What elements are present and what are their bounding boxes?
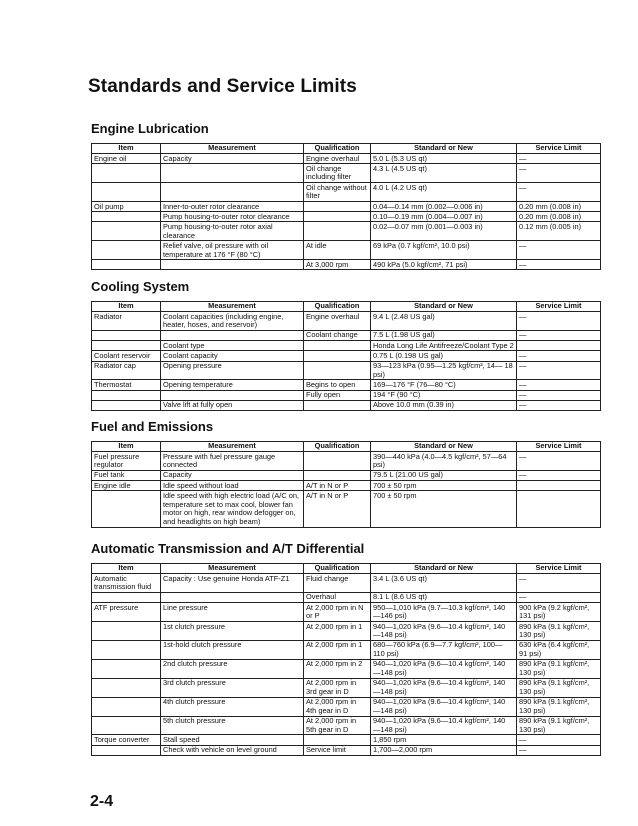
service-limit-cell — [517, 491, 601, 527]
service-limit-cell: — — [517, 735, 601, 745]
fuel-emissions-table — [91, 441, 601, 528]
measurement-cell: 1st clutch pressure — [161, 622, 304, 641]
table-row — [92, 400, 601, 410]
service-limit-cell: 0.20 mm (0.008 in) — [517, 212, 601, 222]
qualification-cell: At 2,000 rpm in 4th gear in D — [304, 697, 371, 716]
service-limit-cell: — — [517, 330, 601, 340]
standard-cell: 0.02—0.07 mm (0.001—0.003 in) — [371, 222, 517, 241]
standard-cell: 700 ± 50 rpm — [371, 481, 517, 491]
table-row — [92, 481, 601, 491]
qualification-cell — [304, 470, 371, 480]
qualification-cell: Overhaul — [304, 592, 371, 602]
standard-cell: 950—1,010 kPa (9.7—10.3 kgf/cm², 140 —146 psi) — [371, 603, 517, 622]
service-limit-cell: — — [517, 164, 601, 183]
table-row — [92, 574, 601, 593]
item-cell: Thermostat — [92, 380, 161, 390]
standard-cell: 700 ± 50 rpm — [371, 491, 517, 527]
service-limit-cell: — — [517, 154, 601, 164]
measurement-cell: 5th clutch pressure — [161, 716, 304, 735]
header-standard: Standard or New — [371, 564, 517, 574]
service-limit-cell: — — [517, 452, 601, 471]
measurement-cell: Opening temperature — [161, 380, 304, 390]
item-cell: Fuel tank — [92, 470, 161, 480]
measurement-cell: 4th clutch pressure — [161, 697, 304, 716]
table-header-row — [92, 442, 601, 452]
standard-cell: 940—1,020 kPa (9.6—10.4 kgf/cm², 140 —148 psi) — [371, 697, 517, 716]
standard-cell: 7.5 L (1.98 US gal) — [371, 330, 517, 340]
item-cell: Radiator cap — [92, 361, 161, 380]
service-limit-cell: — — [517, 183, 601, 202]
header-service-limit: Service Limit — [517, 144, 601, 154]
header-item: Item — [92, 564, 161, 574]
standard-cell: 940—1,020 kPa (9.6—10.4 kgf/cm², 140 —148 psi) — [371, 678, 517, 697]
standard-cell: 1,850 rpm — [371, 735, 517, 745]
standard-cell: 1,700—2,000 rpm — [371, 745, 517, 755]
table-row — [92, 361, 601, 380]
item-cell: ATF pressure — [92, 603, 161, 622]
qualification-cell: Service limit — [304, 745, 371, 755]
table-header-row — [92, 564, 601, 574]
service-limit-cell: 0.20 mm (0.008 in) — [517, 202, 601, 212]
header-qualification: Qualification — [304, 564, 371, 574]
qualification-cell: At idle — [304, 241, 371, 260]
measurement-cell: Capacity — [161, 470, 304, 480]
measurement-cell: Coolant type — [161, 341, 304, 351]
section-title-fuel-emissions: Fuel and Emissions — [91, 419, 214, 434]
qualification-cell — [304, 452, 371, 471]
table-row — [92, 491, 601, 527]
item-cell — [92, 390, 161, 400]
header-item: Item — [92, 144, 161, 154]
qualification-cell: Oil change without filter — [304, 183, 371, 202]
table-row — [92, 164, 601, 183]
table-row — [92, 212, 601, 222]
qualification-cell: Oil change including filter — [304, 164, 371, 183]
table-row — [92, 735, 601, 745]
table-row — [92, 678, 601, 697]
qualification-cell: A/T in N or P — [304, 481, 371, 491]
item-cell — [92, 716, 161, 735]
table-row — [92, 470, 601, 480]
qualification-cell: At 2,000 rpm in 2 — [304, 659, 371, 678]
automatic-transmission-table — [91, 563, 601, 756]
item-cell — [92, 640, 161, 659]
measurement-cell: 1st-hold clutch pressure — [161, 640, 304, 659]
standard-cell: 0.04—0.14 mm (0.002—0.006 in) — [371, 202, 517, 212]
measurement-cell: Idle speed without load — [161, 481, 304, 491]
measurement-cell: Opening pressure — [161, 361, 304, 380]
measurement-cell: Line pressure — [161, 603, 304, 622]
section-title-engine-lubrication: Engine Lubrication — [91, 121, 209, 136]
table-row — [92, 222, 601, 241]
item-cell — [92, 241, 161, 260]
table-row — [92, 260, 601, 270]
item-cell: Coolant reservoir — [92, 351, 161, 361]
table-row — [92, 697, 601, 716]
table-row — [92, 330, 601, 340]
item-cell — [92, 622, 161, 641]
standard-cell: 5.0 L (5.3 US qt) — [371, 154, 517, 164]
standard-cell: 169—176 °F (76—80 °C) — [371, 380, 517, 390]
table-row — [92, 312, 601, 331]
service-limit-cell: 890 kPa (9.1 kgf/cm², 130 psi) — [517, 678, 601, 697]
section-title-cooling-system: Cooling System — [91, 279, 190, 294]
header-qualification: Qualification — [304, 302, 371, 312]
item-cell: Torque converter — [92, 735, 161, 745]
item-cell: Fuel pressure regulator — [92, 452, 161, 471]
measurement-cell: Capacity — [161, 154, 304, 164]
standard-cell: 194 °F (90 °C) — [371, 390, 517, 400]
table-row — [92, 592, 601, 602]
table-row — [92, 745, 601, 755]
table-row — [92, 659, 601, 678]
standard-cell: 940—1,020 kPa (9.6—10.4 kgf/cm², 140 —148 psi) — [371, 659, 517, 678]
qualification-cell — [304, 222, 371, 241]
table-row — [92, 452, 601, 471]
measurement-cell: Pressure with fuel pressure gauge connected — [161, 452, 304, 471]
qualification-cell: At 2,000 rpm in 1 — [304, 640, 371, 659]
table-row — [92, 183, 601, 202]
header-service-limit: Service Limit — [517, 302, 601, 312]
measurement-cell: Stall speed — [161, 735, 304, 745]
item-cell — [92, 697, 161, 716]
measurement-cell: Capacity : Use genuine Honda ATF-Z1 — [161, 574, 304, 593]
table-row — [92, 603, 601, 622]
measurement-cell: Pump housing-to-outer rotor axial clearance — [161, 222, 304, 241]
table-row — [92, 622, 601, 641]
qualification-cell — [304, 400, 371, 410]
standard-cell: 79.5 L (21.00 US gal) — [371, 470, 517, 480]
standard-cell: Honda Long Life Antifreeze/Coolant Type 2 — [371, 341, 517, 351]
qualification-cell — [304, 361, 371, 380]
item-cell — [92, 491, 161, 527]
measurement-cell — [161, 592, 304, 602]
service-limit-cell — [517, 481, 601, 491]
service-limit-cell: 900 kPa (9.2 kgf/cm², 131 psi) — [517, 603, 601, 622]
table-row — [92, 640, 601, 659]
service-limit-cell: — — [517, 592, 601, 602]
service-limit-cell: — — [517, 260, 601, 270]
item-cell — [92, 659, 161, 678]
header-measurement: Measurement — [161, 144, 304, 154]
measurement-cell: Pump housing-to-outer rotor clearance — [161, 212, 304, 222]
item-cell — [92, 260, 161, 270]
header-service-limit: Service Limit — [517, 564, 601, 574]
standard-cell: 69 kPa (0.7 kgf/cm², 10.0 psi) — [371, 241, 517, 260]
service-limit-cell: — — [517, 745, 601, 755]
qualification-cell — [304, 735, 371, 745]
table-row — [92, 202, 601, 212]
service-limit-cell: 890 kPa (9.1 kgf/cm², 130 psi) — [517, 697, 601, 716]
standard-cell: 4.3 L (4.5 US qt) — [371, 164, 517, 183]
item-cell — [92, 341, 161, 351]
item-cell: Oil pump — [92, 202, 161, 212]
qualification-cell — [304, 202, 371, 212]
header-item: Item — [92, 442, 161, 452]
table-row — [92, 380, 601, 390]
standard-cell: 490 kPa (5.0 kgf/cm², 71 psi) — [371, 260, 517, 270]
measurement-cell — [161, 183, 304, 202]
section-title-automatic-transmission: Automatic Transmission and A/T Differential — [91, 541, 365, 556]
standard-cell: Above 10.0 mm (0.39 in) — [371, 400, 517, 410]
item-cell — [92, 330, 161, 340]
service-limit-cell: — — [517, 574, 601, 593]
item-cell — [92, 745, 161, 755]
standard-cell: 0.10—0.19 mm (0.004—0.007 in) — [371, 212, 517, 222]
header-measurement: Measurement — [161, 442, 304, 452]
standard-cell: 93—123 kPa (0.95—1.25 kgf/cm², 14— 18 psi) — [371, 361, 517, 380]
service-limit-cell: — — [517, 361, 601, 380]
header-qualification: Qualification — [304, 442, 371, 452]
table-row — [92, 351, 601, 361]
service-limit-cell: 0.12 mm (0.005 in) — [517, 222, 601, 241]
measurement-cell — [161, 390, 304, 400]
standard-cell: 3.4 L (3.6 US qt) — [371, 574, 517, 593]
item-cell — [92, 222, 161, 241]
engine-lubrication-table — [91, 143, 601, 270]
item-cell — [92, 212, 161, 222]
qualification-cell: Engine overhaul — [304, 312, 371, 331]
service-limit-cell: — — [517, 351, 601, 361]
qualification-cell: At 2,000 rpm in 5th gear in D — [304, 716, 371, 735]
table-row — [92, 390, 601, 400]
item-cell: Engine oil — [92, 154, 161, 164]
header-qualification: Qualification — [304, 144, 371, 154]
cooling-system-table — [91, 301, 601, 411]
measurement-cell: Coolant capacities (including engine, heater, hoses, and reservoir) — [161, 312, 304, 331]
service-limit-cell: 890 kPa (9.1 kgf/cm², 130 psi) — [517, 716, 601, 735]
measurement-cell: Check with vehicle on level ground — [161, 745, 304, 755]
standard-cell: 8.1 L (8.6 US qt) — [371, 592, 517, 602]
qualification-cell: Begins to open — [304, 380, 371, 390]
qualification-cell: At 3,000 rpm — [304, 260, 371, 270]
qualification-cell: At 2,000 rpm in N or P — [304, 603, 371, 622]
table-row — [92, 241, 601, 260]
item-cell — [92, 592, 161, 602]
qualification-cell: At 2,000 rpm in 1 — [304, 622, 371, 641]
standard-cell: 390—440 kPa (4.0—4.5 kgf/cm², 57—64 psi) — [371, 452, 517, 471]
table-row — [92, 716, 601, 735]
service-limit-cell: 630 kPa (6.4 kgf/cm², 91 psi) — [517, 640, 601, 659]
service-limit-cell: — — [517, 400, 601, 410]
qualification-cell: Engine overhaul — [304, 154, 371, 164]
header-standard: Standard or New — [371, 144, 517, 154]
measurement-cell: Coolant capacity — [161, 351, 304, 361]
service-limit-cell: — — [517, 241, 601, 260]
measurement-cell — [161, 164, 304, 183]
header-measurement: Measurement — [161, 564, 304, 574]
standard-cell: 680—760 kPa (6.9—7.7 kgf/cm², 100— 110 psi) — [371, 640, 517, 659]
measurement-cell: Idle speed with high electric load (A/C on, temperature set to max cool, blower fan motor on high, rear window defogger on, and headlights on high beam) — [161, 491, 304, 527]
standard-cell: 4.0 L (4.2 US qt) — [371, 183, 517, 202]
measurement-cell: 2nd clutch pressure — [161, 659, 304, 678]
qualification-cell: At 2,000 rpm in 3rd gear in D — [304, 678, 371, 697]
measurement-cell — [161, 260, 304, 270]
qualification-cell — [304, 351, 371, 361]
qualification-cell: Coolant change — [304, 330, 371, 340]
item-cell — [92, 678, 161, 697]
qualification-cell: Fluid change — [304, 574, 371, 593]
qualification-cell — [304, 212, 371, 222]
service-limit-cell: — — [517, 380, 601, 390]
page-title: Standards and Service Limits — [88, 76, 357, 97]
qualification-cell — [304, 341, 371, 351]
service-limit-cell: — — [517, 390, 601, 400]
measurement-cell: Relief valve, oil pressure with oil temperature at 176 °F (80 °C) — [161, 241, 304, 260]
measurement-cell: Inner-to-outer rotor clearance — [161, 202, 304, 212]
service-limit-cell: — — [517, 470, 601, 480]
qualification-cell: Fully open — [304, 390, 371, 400]
header-standard: Standard or New — [371, 302, 517, 312]
measurement-cell: 3rd clutch pressure — [161, 678, 304, 697]
standard-cell: 940—1,020 kPa (9.6—10.4 kgf/cm², 140 —148 psi) — [371, 622, 517, 641]
standard-cell: 940—1,020 kPa (9.6—10.4 kgf/cm², 140 —148 psi) — [371, 716, 517, 735]
service-limit-cell: 890 kPa (9.1 kgf/cm², 130 psi) — [517, 622, 601, 641]
item-cell — [92, 164, 161, 183]
item-cell — [92, 400, 161, 410]
standard-cell: 0.75 L (0.198 US gal) — [371, 351, 517, 361]
table-row — [92, 154, 601, 164]
measurement-cell: Valve lift at fully open — [161, 400, 304, 410]
measurement-cell — [161, 330, 304, 340]
qualification-cell: A/T in N or P — [304, 491, 371, 527]
header-measurement: Measurement — [161, 302, 304, 312]
table-row — [92, 341, 601, 351]
header-standard: Standard or New — [371, 442, 517, 452]
page-number: 2-4 — [90, 793, 114, 810]
table-header-row — [92, 302, 601, 312]
standard-cell: 9.4 L (2.48 US gal) — [371, 312, 517, 331]
item-cell: Radiator — [92, 312, 161, 331]
item-cell: Engine idle — [92, 481, 161, 491]
header-item: Item — [92, 302, 161, 312]
item-cell: Automatic transmission fluid — [92, 574, 161, 593]
header-service-limit: Service Limit — [517, 442, 601, 452]
service-limit-cell: — — [517, 312, 601, 331]
table-header-row — [92, 144, 601, 154]
item-cell — [92, 183, 161, 202]
service-limit-cell — [517, 341, 601, 351]
service-limit-cell: 890 kPa (9.1 kgf/cm², 130 psi) — [517, 659, 601, 678]
